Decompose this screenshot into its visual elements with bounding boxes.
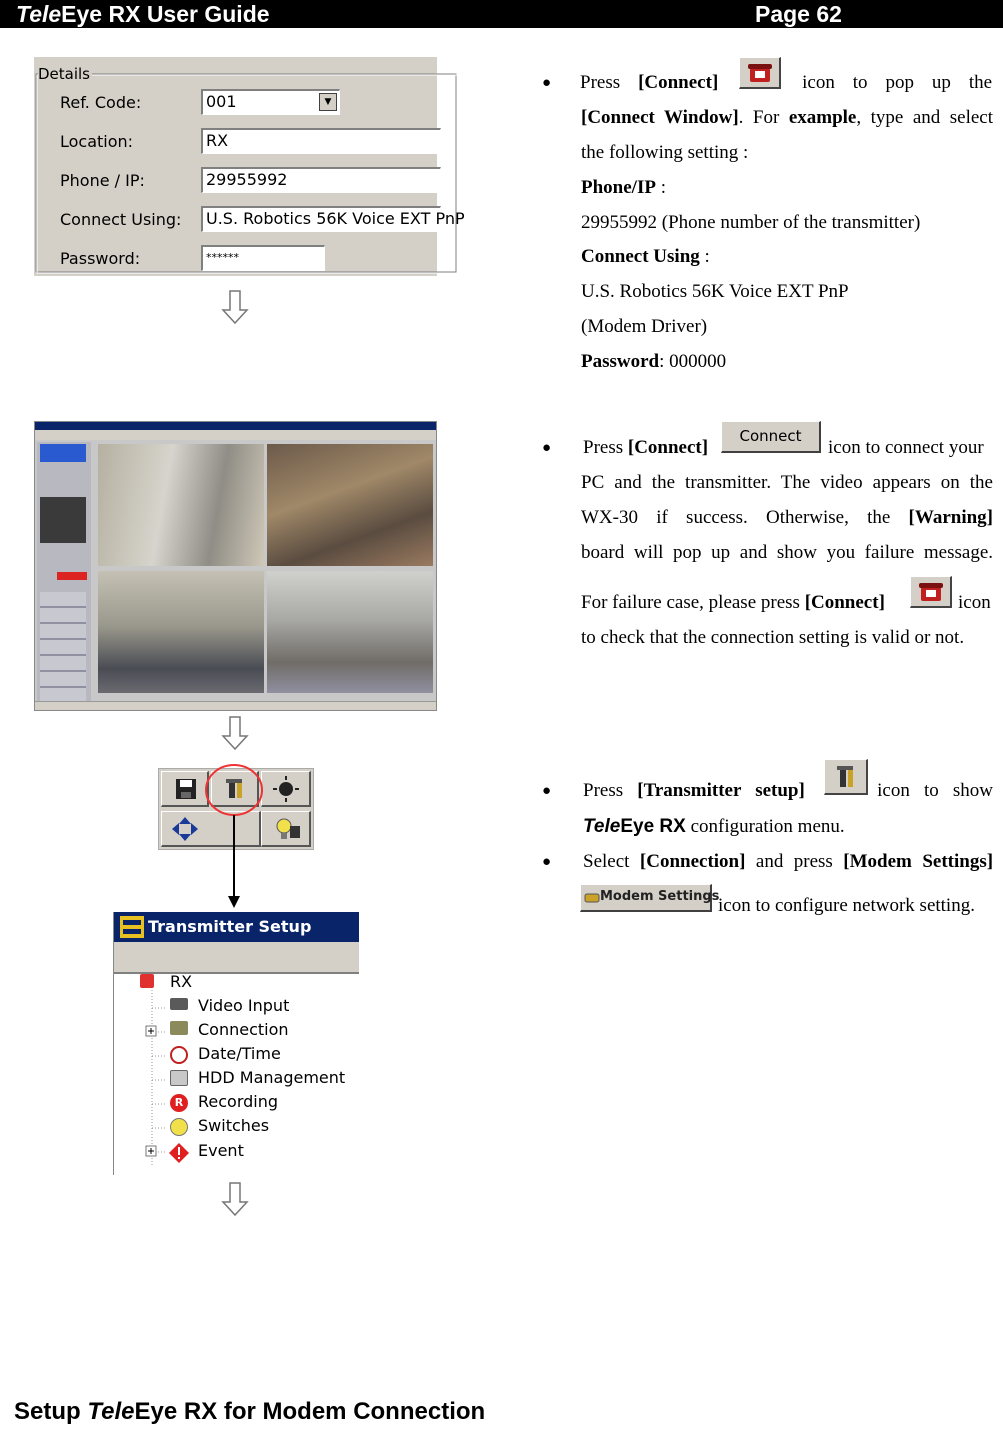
connect-phone-button[interactable] xyxy=(739,57,781,89)
bulb-icon xyxy=(170,1118,188,1136)
transmitter-setup-title-bar: Transmitter Setup xyxy=(114,912,359,942)
app-menu-bar xyxy=(35,430,436,440)
bullet: ● xyxy=(542,854,552,870)
connection-icon xyxy=(170,1021,188,1035)
section-heading: Setup TeleEye RX for Modem Connection xyxy=(14,1398,486,1425)
camera-view-3 xyxy=(98,571,264,693)
connect-using-select[interactable]: U.S. Robotics 56K Voice EXT PnP xyxy=(201,206,441,232)
tree-lines xyxy=(114,974,174,1174)
page-number: Page 62 xyxy=(755,1,842,27)
transmitter-setup-panel xyxy=(113,912,359,1175)
details-panel xyxy=(34,57,465,276)
camera-icon xyxy=(170,998,188,1010)
phone-ip-label: Phone / IP: xyxy=(60,171,145,190)
tree-item-hdd-management[interactable]: HDD Management xyxy=(198,1068,346,1087)
bullet: ● xyxy=(542,783,552,799)
status-display xyxy=(40,497,86,543)
bullet: ● xyxy=(542,75,552,91)
details-legend: Details xyxy=(38,65,91,83)
video-app-screenshot xyxy=(34,421,437,711)
step1-line2: [Connect Window]. For example, type and select xyxy=(581,107,993,128)
modem-icon xyxy=(584,890,600,904)
step3-line1: Press [Transmitter setup] icon to show xyxy=(583,780,994,801)
highlight-circle-arrow xyxy=(196,762,276,912)
camera-view-4 xyxy=(267,571,433,693)
tree-toolbar-area xyxy=(114,942,359,974)
step2-line6: to check that the connection setting is valid or not. xyxy=(581,627,965,648)
step2-line1-head: Press [Connect] xyxy=(583,437,709,458)
password-field[interactable]: ****** xyxy=(201,245,325,271)
clock-icon xyxy=(170,1046,188,1064)
tree-item-recording[interactable]: Recording xyxy=(198,1092,279,1111)
connect-using-setting: Connect Using : xyxy=(581,246,710,267)
phone-icon xyxy=(740,58,780,88)
down-arrow-icon xyxy=(221,290,249,324)
transmitter-setup-button[interactable] xyxy=(824,759,868,795)
recording-icon: R xyxy=(170,1094,188,1112)
step3-line2: TeleEye RX configuration menu. xyxy=(583,816,845,837)
step2-line3: WX-30 if success. Otherwise, the [Warning] xyxy=(581,507,993,528)
step1-line1: Press [Connect] icon to pop up the xyxy=(580,72,993,93)
step2-line2: PC and the transmitter. The video appears on the xyxy=(581,472,993,493)
connect-phone-button[interactable] xyxy=(910,576,952,608)
page-header xyxy=(0,0,1003,28)
step4-line2: icon to configure network setting. xyxy=(718,895,975,916)
app-title-bar xyxy=(35,422,436,430)
network-icon xyxy=(140,974,154,988)
warning-icon xyxy=(168,1142,190,1164)
teleeye-icon xyxy=(120,916,144,938)
tree-item-event[interactable]: Event xyxy=(198,1141,244,1160)
connect-button[interactable]: Connect xyxy=(721,421,821,453)
location-field[interactable]: RX xyxy=(201,128,441,154)
phone-value: 29955992 (Phone number of the transmitter) xyxy=(581,212,921,233)
bullet: ● xyxy=(542,440,552,456)
ref-code-label: Ref. Code: xyxy=(60,93,142,112)
down-arrow-icon xyxy=(221,1182,249,1216)
step2-line5-tail: icon xyxy=(958,592,991,613)
connect-using-value: U.S. Robotics 56K Voice EXT PnP xyxy=(581,281,849,302)
tools-icon xyxy=(825,760,867,794)
connect-using-label: Connect Using: xyxy=(60,210,182,229)
password-label: Password: xyxy=(60,249,141,268)
chevron-down-icon[interactable]: ▼ xyxy=(319,93,337,111)
app-status-bar xyxy=(35,701,436,710)
step2-line4: board will pop up and show you failure message. xyxy=(581,542,993,563)
tree-item-connection[interactable]: Connection xyxy=(198,1020,289,1039)
tree-item-switches[interactable]: Switches xyxy=(198,1116,270,1135)
step2-line1-tail: icon to connect your xyxy=(828,437,984,458)
phone-icon xyxy=(911,577,951,607)
step1-line3: the following setting : xyxy=(581,142,749,163)
tree-item-video-input[interactable]: Video Input xyxy=(198,996,290,1015)
modem-settings-button[interactable]: Modem Settings xyxy=(580,884,712,912)
down-arrow-icon xyxy=(221,716,249,750)
document-title: TeleEye RX User Guide xyxy=(16,1,270,27)
camera-view-2 xyxy=(267,444,433,566)
ref-code-select[interactable]: 001 ▼ xyxy=(201,89,340,115)
phone-setting: Phone/IP : xyxy=(581,177,666,198)
step4-line1: Select [Connection] and press [Modem Settings] xyxy=(583,851,994,872)
tree-item-date-time[interactable]: Date/Time xyxy=(198,1044,281,1063)
password-setting: Password: 000000 xyxy=(581,351,727,372)
record-indicator xyxy=(57,572,87,580)
phone-ip-field[interactable]: 29955992 xyxy=(201,167,441,193)
tree-item-rx[interactable]: RX xyxy=(170,972,193,991)
teleeye-logo xyxy=(40,444,86,462)
camera-view-1 xyxy=(98,444,264,566)
modem-driver-note: (Modem Driver) xyxy=(581,316,708,337)
hdd-icon xyxy=(170,1070,188,1086)
location-label: Location: xyxy=(60,132,134,151)
keypad xyxy=(40,592,86,702)
app-control-panel xyxy=(37,442,91,704)
step2-line5: For failure case, please press [Connect] xyxy=(581,592,885,613)
